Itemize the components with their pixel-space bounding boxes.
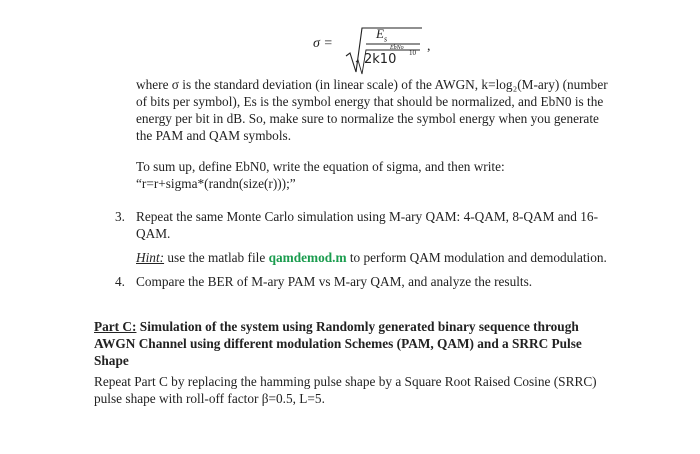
summary-text: To sum up, define EbN0, write the equation of sigma, and then write: — [136, 159, 505, 174]
summary-paragraph — [136, 158, 616, 192]
part-c-title: Simulation of the system using Randomly generated binary sequence through AWGN Channel using different modulation Schemes (PAM, QAM) and a SRRC Pulse Shape — [94, 319, 582, 368]
sigma-explanation-paragraph: where σ is the standard deviation (in linear scale) of the AWGN, k=log₂(M-ary) (number of bits per symbol), Es is the symbol energy that should be normalized, and EbN0 is the energy per bit in dB. So, make sure to normalize the symbol energy when you generate the PAM and QAM symbols. — [136, 77, 608, 143]
list-number-3: 3. — [115, 209, 125, 224]
numerator-es — [376, 26, 387, 44]
numerator-e: E — [376, 26, 384, 41]
part-c-heading — [94, 318, 599, 369]
equation-comma: , — [427, 39, 431, 54]
exponent-denominator: 10 — [409, 49, 416, 57]
denominator-base: 2k10 — [364, 52, 397, 67]
list-text-3: Repeat the same Monte Carlo simulation using M-ary QAM: 4-QAM, 8-QAM and 16-QAM. — [136, 209, 598, 241]
qamdemod-file-link[interactable]: qamdemod.m — [268, 250, 347, 265]
list-number-4: 4. — [115, 274, 125, 289]
hint-after: to perform QAM modulation and demodulation. — [346, 250, 607, 265]
sigma-symbol: σ = — [313, 36, 333, 51]
hint-before: use the matlab file — [164, 250, 269, 265]
hint-label: Hint: — [136, 250, 165, 265]
repeat-paragraph: Repeat Part C by replacing the hamming pulse shape by a Square Root Raised Cosine (SRRC) pulse shape with roll-off factor β=0.5, L=5. — [94, 374, 597, 406]
exponent-ebno: EbNo — [390, 45, 404, 51]
sigma-equation — [310, 22, 450, 80]
noise-code: “r=r+sigma*(randn(size(r)));” — [136, 176, 296, 191]
list-text-4: Compare the BER of M-ary PAM vs M-ary QAM, and analyze the results. — [136, 274, 533, 289]
numerator-sub: s — [383, 34, 388, 44]
part-c-label: Part C: — [94, 319, 137, 334]
hint-line — [136, 249, 616, 266]
